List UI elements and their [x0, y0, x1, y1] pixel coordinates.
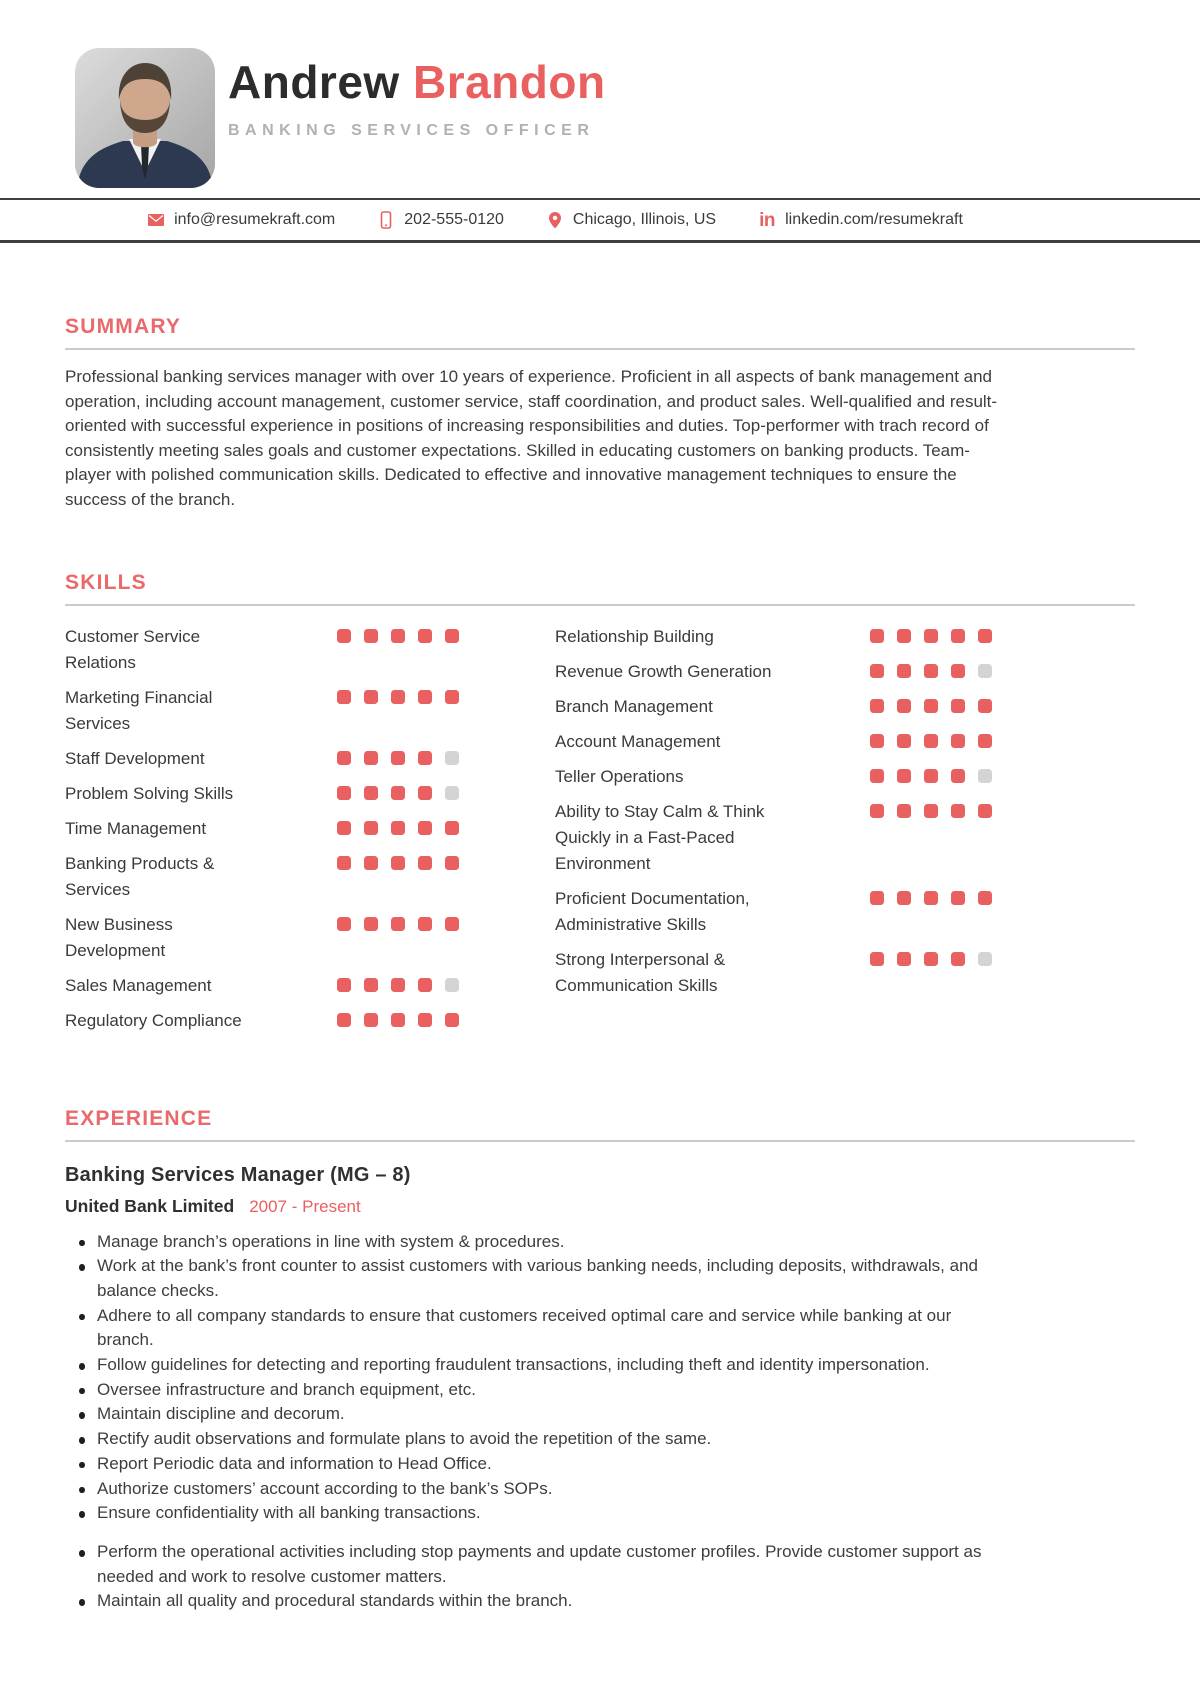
contact-bar	[0, 198, 1200, 243]
skill-rating	[337, 746, 459, 772]
rating-square-empty	[445, 751, 459, 765]
skill-rating	[870, 764, 992, 790]
skill-row	[555, 764, 1135, 790]
skill-rating	[337, 816, 459, 842]
rating-square-filled	[951, 804, 965, 818]
skill-rating	[337, 1008, 459, 1034]
skill-label: Time Management	[65, 818, 207, 838]
skill-label: Proficient Documentation, Administrative Skills	[555, 888, 750, 934]
skill-row	[65, 781, 555, 807]
skill-label: Banking Products & Services	[65, 853, 215, 899]
skill-row	[555, 886, 1135, 938]
skill-row	[65, 746, 555, 772]
contact-linkedin-text: linkedin.com/resumekraft	[785, 211, 963, 228]
rating-square-empty	[978, 769, 992, 783]
skill-rating	[870, 729, 992, 755]
skill-rating	[337, 624, 459, 676]
rating-square-filled	[337, 1013, 351, 1027]
rating-square-filled	[978, 629, 992, 643]
rating-square-filled	[391, 978, 405, 992]
rating-square-filled	[951, 664, 965, 678]
rating-square-filled	[418, 821, 432, 835]
skill-label: Customer Service Relations	[65, 626, 201, 672]
rating-square-filled	[337, 786, 351, 800]
rating-square-filled	[978, 699, 992, 713]
email-icon	[147, 211, 165, 229]
skill-label: Strong Interpersonal & Communication Skills	[555, 949, 726, 995]
rating-square-filled	[418, 690, 432, 704]
bullet-item: Perform the operational activities including stop payments and update customer profiles. Provide customer support as needed and work to resolve customer matters.	[65, 1540, 987, 1589]
rating-square-filled	[897, 804, 911, 818]
bullet-item: Adhere to all company standards to ensure that customers received optimal care and service while banking at our branch.	[65, 1304, 987, 1353]
rating-square-filled	[337, 821, 351, 835]
summary-heading: SUMMARY	[65, 315, 1135, 350]
skill-label: Regulatory Compliance	[65, 1010, 242, 1030]
profile-photo	[75, 48, 215, 188]
skill-rating	[870, 624, 992, 650]
bullet-item: Rectify audit observations and formulate plans to avoid the repetition of the same.	[65, 1427, 987, 1452]
skill-label: Ability to Stay Calm & Think Quickly in a Fast-Paced Environment	[555, 801, 765, 873]
skill-rating	[870, 886, 992, 938]
profile-photo-illustration	[75, 48, 215, 188]
rating-square-filled	[391, 751, 405, 765]
bullet-item: Oversee infrastructure and branch equipment, etc.	[65, 1378, 987, 1403]
section-summary	[65, 315, 1135, 513]
skills-column-right	[555, 624, 1135, 1043]
skill-rating	[870, 799, 992, 877]
rating-square-filled	[951, 734, 965, 748]
rating-square-filled	[951, 629, 965, 643]
rating-square-empty	[978, 664, 992, 678]
phone-icon	[377, 211, 395, 229]
summary-text: Professional banking services manager with over 10 years of experience. Proficient in all aspects of bank management and operation, including account management, customer service, staff coordination, and product sales. Well-qualified and result-oriented with successful experience in positions of increasing responsibilities and duties. Top-performer with trach record of consistently meeting sales goals and customer expectations. Skilled in educating customers on banking products. Team-player with polished communication skills. Dedicated to effective and innovative management techniques to ensure the success of the branch.	[65, 367, 998, 509]
rating-square-empty	[445, 978, 459, 992]
rating-square-filled	[445, 856, 459, 870]
skill-row	[65, 851, 555, 903]
rating-square-filled	[870, 891, 884, 905]
job-subtitle: BANKING SERVICES OFFICER	[228, 121, 595, 139]
rating-square-filled	[364, 978, 378, 992]
skill-row	[65, 973, 555, 999]
section-experience	[65, 1107, 1135, 1615]
rating-square-filled	[364, 786, 378, 800]
skill-rating	[337, 973, 459, 999]
rating-square-filled	[897, 769, 911, 783]
company-name: United Bank Limited	[65, 1195, 235, 1216]
rating-square-filled	[924, 664, 938, 678]
skill-label: Staff Development	[65, 748, 205, 768]
bullet-item: Manage branch’s operations in line with system & procedures.	[65, 1230, 987, 1255]
rating-square-filled	[951, 699, 965, 713]
skill-row	[555, 729, 1135, 755]
bullet-list-secondary	[65, 1540, 1135, 1614]
skill-row	[65, 912, 555, 964]
rating-square-empty	[445, 786, 459, 800]
rating-square-filled	[337, 690, 351, 704]
skill-rating	[870, 947, 992, 999]
skill-row	[65, 685, 555, 737]
rating-square-filled	[870, 734, 884, 748]
rating-square-filled	[337, 629, 351, 643]
contact-linkedin[interactable]	[758, 211, 963, 229]
skill-label: Account Management	[555, 731, 721, 751]
rating-square-filled	[978, 891, 992, 905]
skill-label: Marketing Financial Services	[65, 687, 213, 733]
skill-row	[65, 816, 555, 842]
rating-square-filled	[924, 769, 938, 783]
rating-square-filled	[951, 769, 965, 783]
skill-rating	[337, 912, 459, 964]
bullet-item: Ensure confidentiality with all banking transactions.	[65, 1501, 987, 1526]
skill-row	[555, 947, 1135, 999]
contact-email-text: info@resumekraft.com	[174, 211, 336, 228]
rating-square-filled	[364, 856, 378, 870]
skill-label: Sales Management	[65, 975, 212, 995]
contact-phone-text: 202-555-0120	[404, 211, 504, 228]
rating-square-filled	[391, 786, 405, 800]
rating-square-filled	[445, 917, 459, 931]
rating-square-filled	[897, 699, 911, 713]
rating-square-filled	[897, 891, 911, 905]
rating-square-filled	[951, 891, 965, 905]
rating-square-filled	[924, 734, 938, 748]
rating-square-filled	[391, 629, 405, 643]
rating-square-filled	[391, 856, 405, 870]
last-name: Brandon	[412, 56, 606, 108]
section-skills	[65, 571, 1135, 1043]
bullet-item: Maintain all quality and procedural standards within the branch.	[65, 1589, 987, 1614]
rating-square-filled	[418, 917, 432, 931]
bullet-item: Report Periodic data and information to Head Office.	[65, 1452, 987, 1477]
rating-square-filled	[897, 629, 911, 643]
skill-label: Problem Solving Skills	[65, 783, 234, 803]
skill-row	[65, 1008, 555, 1034]
skill-row	[555, 624, 1135, 650]
rating-square-filled	[897, 952, 911, 966]
page-title	[228, 56, 606, 109]
rating-square-filled	[418, 629, 432, 643]
rating-square-filled	[897, 734, 911, 748]
skill-row	[555, 694, 1135, 720]
skill-rating	[337, 685, 459, 737]
rating-square-filled	[418, 1013, 432, 1027]
rating-square-filled	[445, 690, 459, 704]
rating-square-filled	[418, 856, 432, 870]
rating-square-filled	[870, 699, 884, 713]
rating-square-filled	[924, 891, 938, 905]
rating-square-filled	[924, 629, 938, 643]
location-pin-icon	[546, 211, 564, 229]
skill-label: New Business Development	[65, 914, 173, 960]
rating-square-filled	[924, 699, 938, 713]
rating-square-filled	[418, 751, 432, 765]
rating-square-filled	[364, 629, 378, 643]
bullet-list-primary	[65, 1230, 1135, 1526]
rating-square-filled	[870, 664, 884, 678]
rating-square-filled	[924, 804, 938, 818]
company-row	[65, 1196, 1135, 1217]
bullet-item: Follow guidelines for detecting and reporting fraudulent transactions, including theft and identity impersonation.	[65, 1353, 987, 1378]
rating-square-filled	[337, 856, 351, 870]
linkedin-icon: in	[759, 209, 776, 231]
contact-location	[546, 211, 716, 229]
rating-square-filled	[445, 821, 459, 835]
rating-square-filled	[391, 690, 405, 704]
rating-square-filled	[870, 629, 884, 643]
rating-square-filled	[418, 786, 432, 800]
name-block	[228, 56, 606, 140]
rating-square-filled	[418, 978, 432, 992]
date-range: 2007 - Present	[249, 1196, 361, 1216]
skill-rating	[337, 781, 459, 807]
rating-square-filled	[870, 804, 884, 818]
skill-row	[65, 624, 555, 676]
rating-square-filled	[951, 952, 965, 966]
rating-square-filled	[364, 751, 378, 765]
bullet-item: Maintain discipline and decorum.	[65, 1402, 987, 1427]
rating-square-filled	[445, 629, 459, 643]
skill-label: Revenue Growth Generation	[555, 661, 772, 681]
header	[0, 0, 1200, 198]
skill-label: Branch Management	[555, 696, 713, 716]
rating-square-filled	[870, 952, 884, 966]
rating-square-filled	[870, 769, 884, 783]
rating-square-filled	[364, 917, 378, 931]
rating-square-filled	[978, 804, 992, 818]
rating-square-filled	[445, 1013, 459, 1027]
rating-square-filled	[391, 917, 405, 931]
rating-square-filled	[337, 751, 351, 765]
job-title: Banking Services Manager (MG – 8)	[65, 1163, 411, 1186]
skill-rating	[337, 851, 459, 903]
rating-square-filled	[364, 690, 378, 704]
skill-row	[555, 659, 1135, 685]
first-name: Andrew	[228, 56, 400, 108]
contact-email[interactable]	[147, 211, 335, 229]
rating-square-empty	[978, 952, 992, 966]
skill-label: Relationship Building	[555, 626, 714, 646]
resume-body	[0, 315, 1200, 1614]
skills-heading: SKILLS	[65, 571, 1135, 606]
contact-phone[interactable]	[377, 211, 504, 229]
skill-rating	[870, 659, 992, 685]
rating-square-filled	[364, 821, 378, 835]
skill-label: Teller Operations	[555, 766, 684, 786]
experience-heading: EXPERIENCE	[65, 1107, 1135, 1142]
skill-rating	[870, 694, 992, 720]
rating-square-filled	[337, 978, 351, 992]
rating-square-filled	[364, 1013, 378, 1027]
skill-row	[555, 799, 1135, 877]
rating-square-filled	[391, 1013, 405, 1027]
rating-square-filled	[391, 821, 405, 835]
rating-square-filled	[897, 664, 911, 678]
skills-grid	[65, 624, 1135, 1043]
rating-square-filled	[924, 952, 938, 966]
rating-square-filled	[337, 917, 351, 931]
skills-column-left	[65, 624, 555, 1043]
rating-square-filled	[978, 734, 992, 748]
contact-location-text: Chicago, Illinois, US	[572, 211, 717, 228]
bullet-item: Work at the bank’s front counter to assist customers with various banking needs, including deposits, withdrawals, and balance checks.	[65, 1254, 987, 1303]
bullet-item: Authorize customers’ account according to the bank’s SOPs.	[65, 1477, 987, 1502]
